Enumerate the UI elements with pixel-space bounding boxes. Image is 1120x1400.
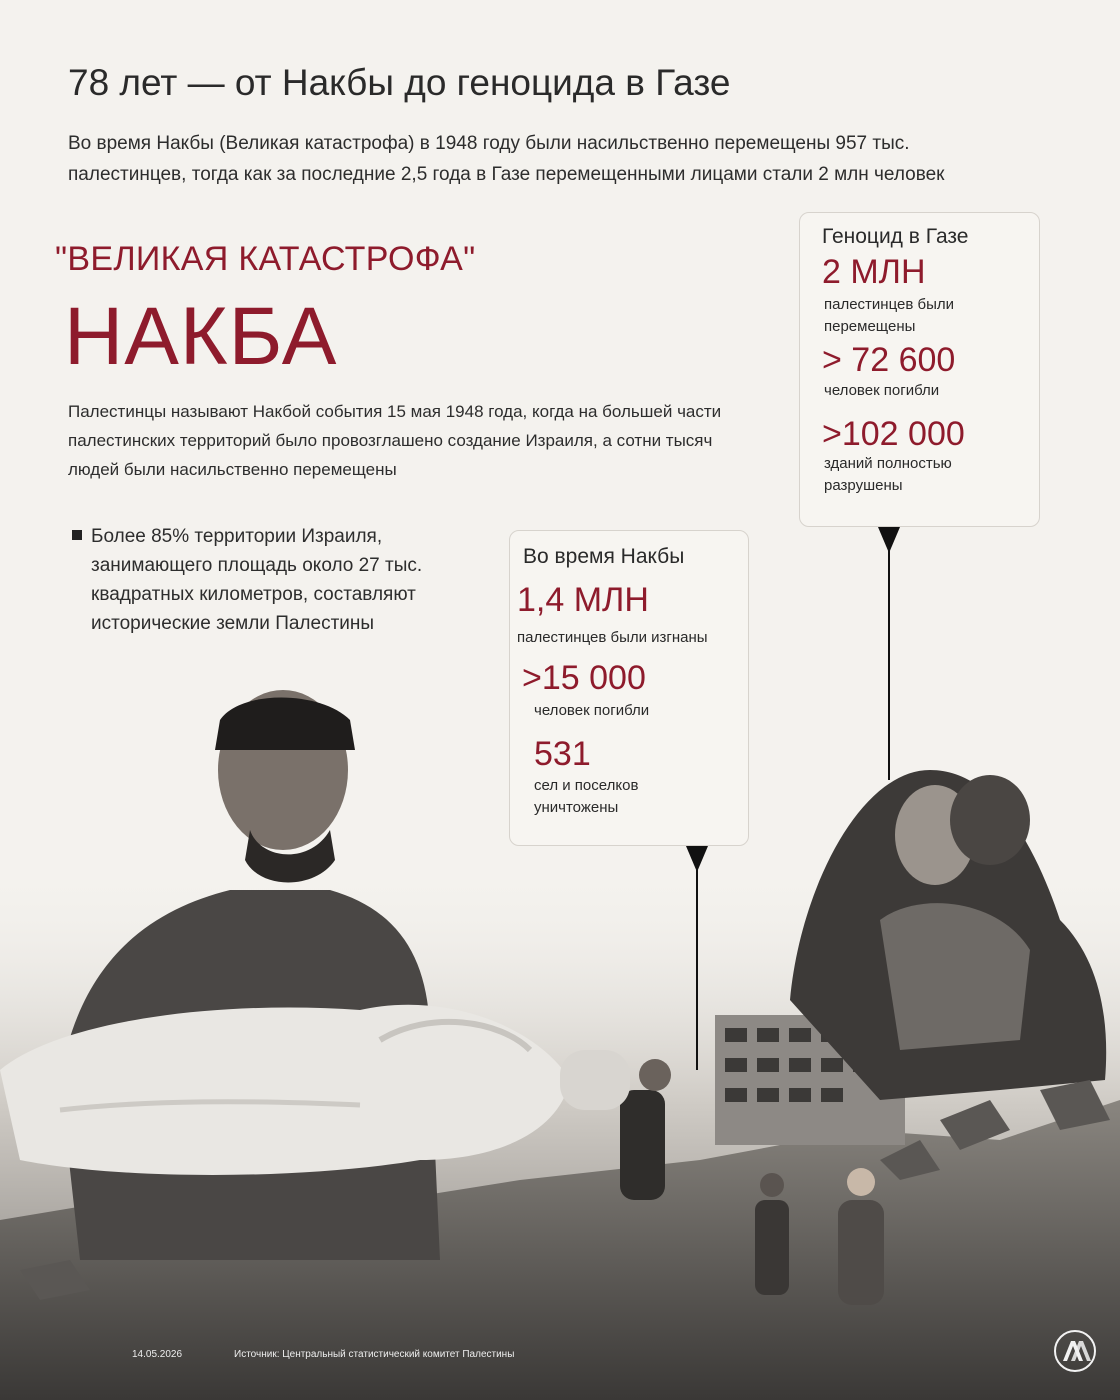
nakba-pointer-icon: [686, 846, 708, 872]
gaza-stat-label: человек погибли: [824, 382, 940, 399]
bullet-text: Более 85% территории Израиля, занимающего площадь около 27 тыс. квадратных километров, составляют исторические земли Палестины: [91, 526, 423, 634]
nakba-card-title: Во время Накбы: [523, 545, 685, 568]
footer-date: 14.05.2026: [132, 1349, 183, 1360]
gaza-stat-value: 2 МЛН: [822, 253, 926, 291]
aa-logo-icon: [1054, 1330, 1096, 1372]
hero-kicker: "ВЕЛИКАЯ КАТАСТРОФА": [55, 240, 476, 278]
nakba-stat-label: сел и поселков уничтожены: [534, 777, 639, 816]
hero-headline: НАКБА: [64, 291, 338, 382]
page-subtitle: Во время Накбы (Великая катастрофа) в 1948 году были насильственно перемещены 957 тыс. палестинцев, тогда как за последние 2,5 года в Газе перемещенными лицами стали 2 млн человек: [68, 133, 945, 185]
nakba-stat-label: человек погибли: [534, 702, 650, 719]
gaza-card-title: Геноцид в Газе: [822, 225, 969, 248]
gaza-stat-label: палестинцев были перемещены: [824, 296, 954, 335]
gaza-pointer-line: [888, 550, 890, 780]
gaza-stats-card: [799, 212, 1040, 527]
nakba-stat-value: 1,4 МЛН: [517, 581, 649, 619]
nakba-stats-card: [509, 530, 749, 846]
page-title: 78 лет — от Накбы до геноцида в Газе: [68, 62, 731, 103]
gaza-stat-label: зданий полностью разрушены: [824, 455, 952, 494]
woman-with-child-figure: [790, 770, 1106, 1100]
nakba-stat-value: >15 000: [522, 659, 646, 697]
nakba-pointer-line: [696, 870, 698, 1070]
nakba-stat-label: палестинцев были изгнаны: [517, 629, 708, 646]
nakba-stat-value: 531: [534, 735, 591, 773]
gaza-stat-value: >102 000: [822, 415, 965, 453]
footer-source: Источник: Центральный статистический комитет Палестины: [234, 1349, 515, 1360]
gaza-stat-value: > 72 600: [822, 341, 956, 379]
hero-intro: Палестинцы называют Накбой события 15 мая 1948 года, когда на большей части палестинских территорий было провозглашено создание Израиля, а сотни тысяч людей были насильственно перемещены: [68, 402, 722, 479]
